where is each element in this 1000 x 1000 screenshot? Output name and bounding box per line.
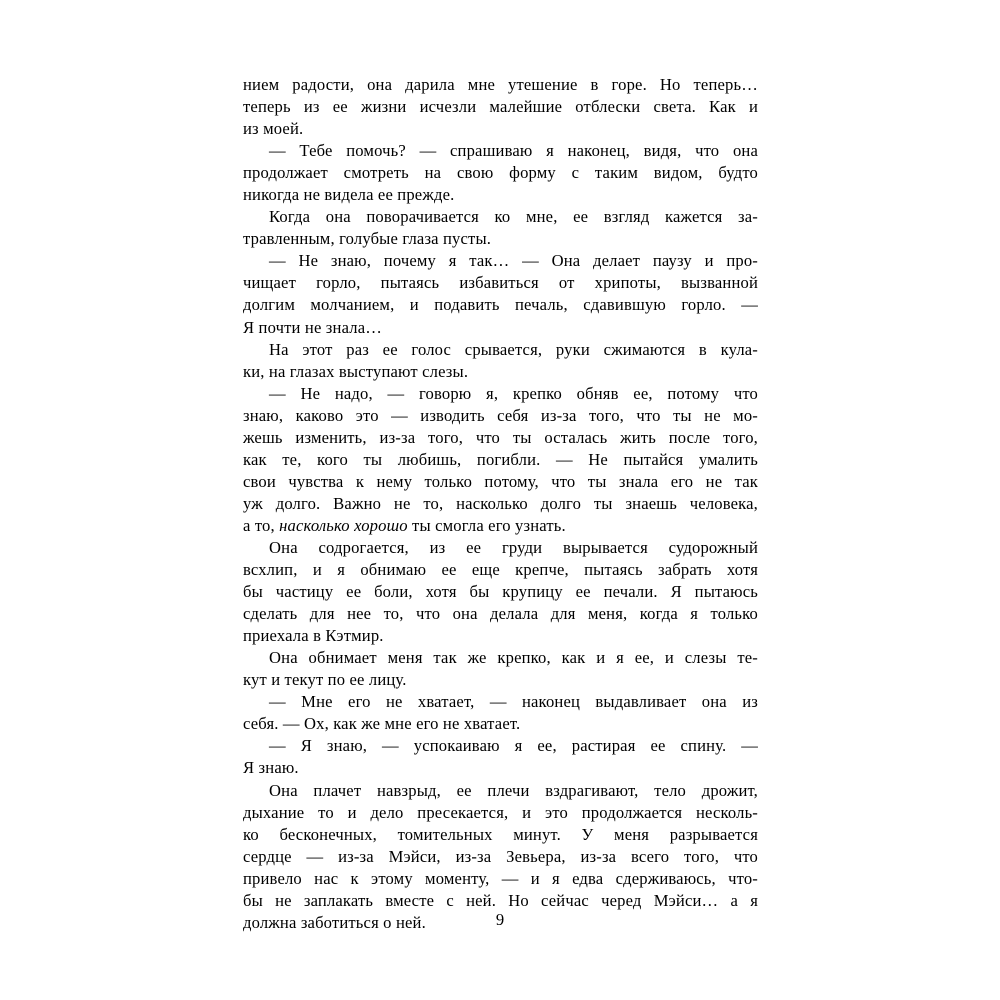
paragraph	[243, 206, 758, 250]
paragraph-indent	[243, 140, 269, 162]
text-line: — Тебе помочь? — спрашиваю я наконец, видя, что она	[243, 140, 758, 162]
text-line: никогда не видела ее прежде.	[243, 185, 455, 205]
text-line: знаю, каково это — изводить себя из-за того, что ты не мо-	[243, 405, 758, 425]
text-line: свои чувства к нему только потому, что ты знала его не так	[243, 471, 758, 491]
text-line: должна заботиться о ней.	[243, 912, 426, 932]
text-line: теперь из ее жизни исчезли малейшие отблески света. Как и	[243, 97, 758, 117]
paragraph-indent	[243, 735, 269, 757]
text-line: а то, насколько хорошо ты смогла его узнать.	[243, 515, 566, 535]
text-line: травленным, голубые глаза пусты.	[243, 229, 492, 249]
text-line: привело нас к этому моменту, — и я едва сдерживаюсь, что-	[243, 868, 758, 888]
text-line: приехала в Кэтмир.	[243, 626, 384, 646]
text-line: — Не знаю, почему я так… — Она делает паузу и про-	[243, 250, 758, 272]
text-line: ко бесконечных, томительных минут. У меня разрывается	[243, 824, 758, 844]
text-line: сделать для нее то, что она делала для меня, когда я только	[243, 604, 758, 624]
paragraph-indent	[243, 780, 269, 802]
text-line: Я знаю.	[243, 758, 299, 778]
text-line: себя. — Ох, как же мне его не хватает.	[243, 714, 521, 734]
text-line: Она содрогается, из ее груди вырывается судорожный	[243, 537, 758, 559]
paragraph	[243, 383, 758, 537]
emphasis-text: насколько хорошо	[279, 515, 408, 535]
paragraph	[243, 647, 758, 691]
text-line: чищает горло, пытаясь избавиться от хрипоты, вызванной	[243, 273, 758, 293]
text-line: бы не заплакать вместе с ней. Но сейчас черед Мэйси… а я	[243, 890, 758, 910]
paragraph-indent	[243, 383, 269, 405]
text-line: всхлип, и я обнимаю ее еще крепче, пытаясь забрать хотя	[243, 560, 758, 580]
paragraph	[243, 537, 758, 647]
paragraph-indent	[243, 537, 269, 559]
text-line: — Не надо, — говорю я, крепко обняв ее, потому что	[243, 383, 758, 405]
text-line: из моей.	[243, 119, 304, 139]
text-line: долгим молчанием, и подавить печаль, сдавившую горло. —	[243, 295, 758, 315]
paragraph	[243, 735, 758, 779]
text-line: как те, кого ты любишь, погибли. — Не пытайся умалить	[243, 449, 758, 469]
paragraph	[243, 140, 758, 206]
text-line: дыхание то и дело пресекается, и это продолжается несколь-	[243, 802, 758, 822]
page-number: 9	[495, 910, 505, 929]
paragraph-indent	[243, 647, 269, 669]
text-line: Она обнимает меня так же крепко, как и я ее, и слезы те-	[243, 647, 758, 669]
paragraph-indent	[243, 206, 269, 228]
text-line: бы частицу ее боли, хотя бы крупицу ее печали. Я пытаюсь	[243, 582, 758, 602]
text-line: Когда она поворачивается ко мне, ее взгляд кажется за-	[243, 206, 758, 228]
paragraph	[243, 250, 758, 338]
text-line: сердце — из-за Мэйси, из-за Зевьера, из-за всего того, что	[243, 846, 758, 866]
text-line: На этот раз ее голос срывается, руки сжимаются в кула-	[243, 339, 758, 361]
paragraph	[243, 74, 758, 140]
paragraph-indent	[243, 250, 269, 272]
text-line: продолжает смотреть на свою форму с таким видом, будто	[243, 163, 758, 183]
text-column	[243, 74, 758, 934]
text-line: Я почти не знала…	[243, 317, 382, 337]
text-line: — Я знаю, — успокаиваю я ее, растирая ее спину. —	[243, 735, 758, 757]
text-line: нием радости, она дарила мне утешение в горе. Но теперь…	[243, 75, 758, 94]
paragraph-indent	[243, 691, 269, 713]
paragraph	[243, 691, 758, 735]
text-line: жешь изменить, из-за того, что ты осталась жить после того,	[243, 427, 758, 447]
text-line: ки, на глазах выступают слезы.	[243, 361, 469, 381]
text-line: Она плачет навзрыд, ее плечи вздрагивают, тело дрожит,	[243, 780, 758, 802]
paragraph	[243, 339, 758, 383]
text-line: кут и текут по ее лицу.	[243, 670, 407, 690]
text-line: — Мне его не хватает, — наконец выдавливает она из	[243, 691, 758, 713]
text-line: уж долго. Важно не то, насколько долго ты знаешь человека,	[243, 493, 758, 513]
paragraph-indent	[243, 339, 269, 361]
